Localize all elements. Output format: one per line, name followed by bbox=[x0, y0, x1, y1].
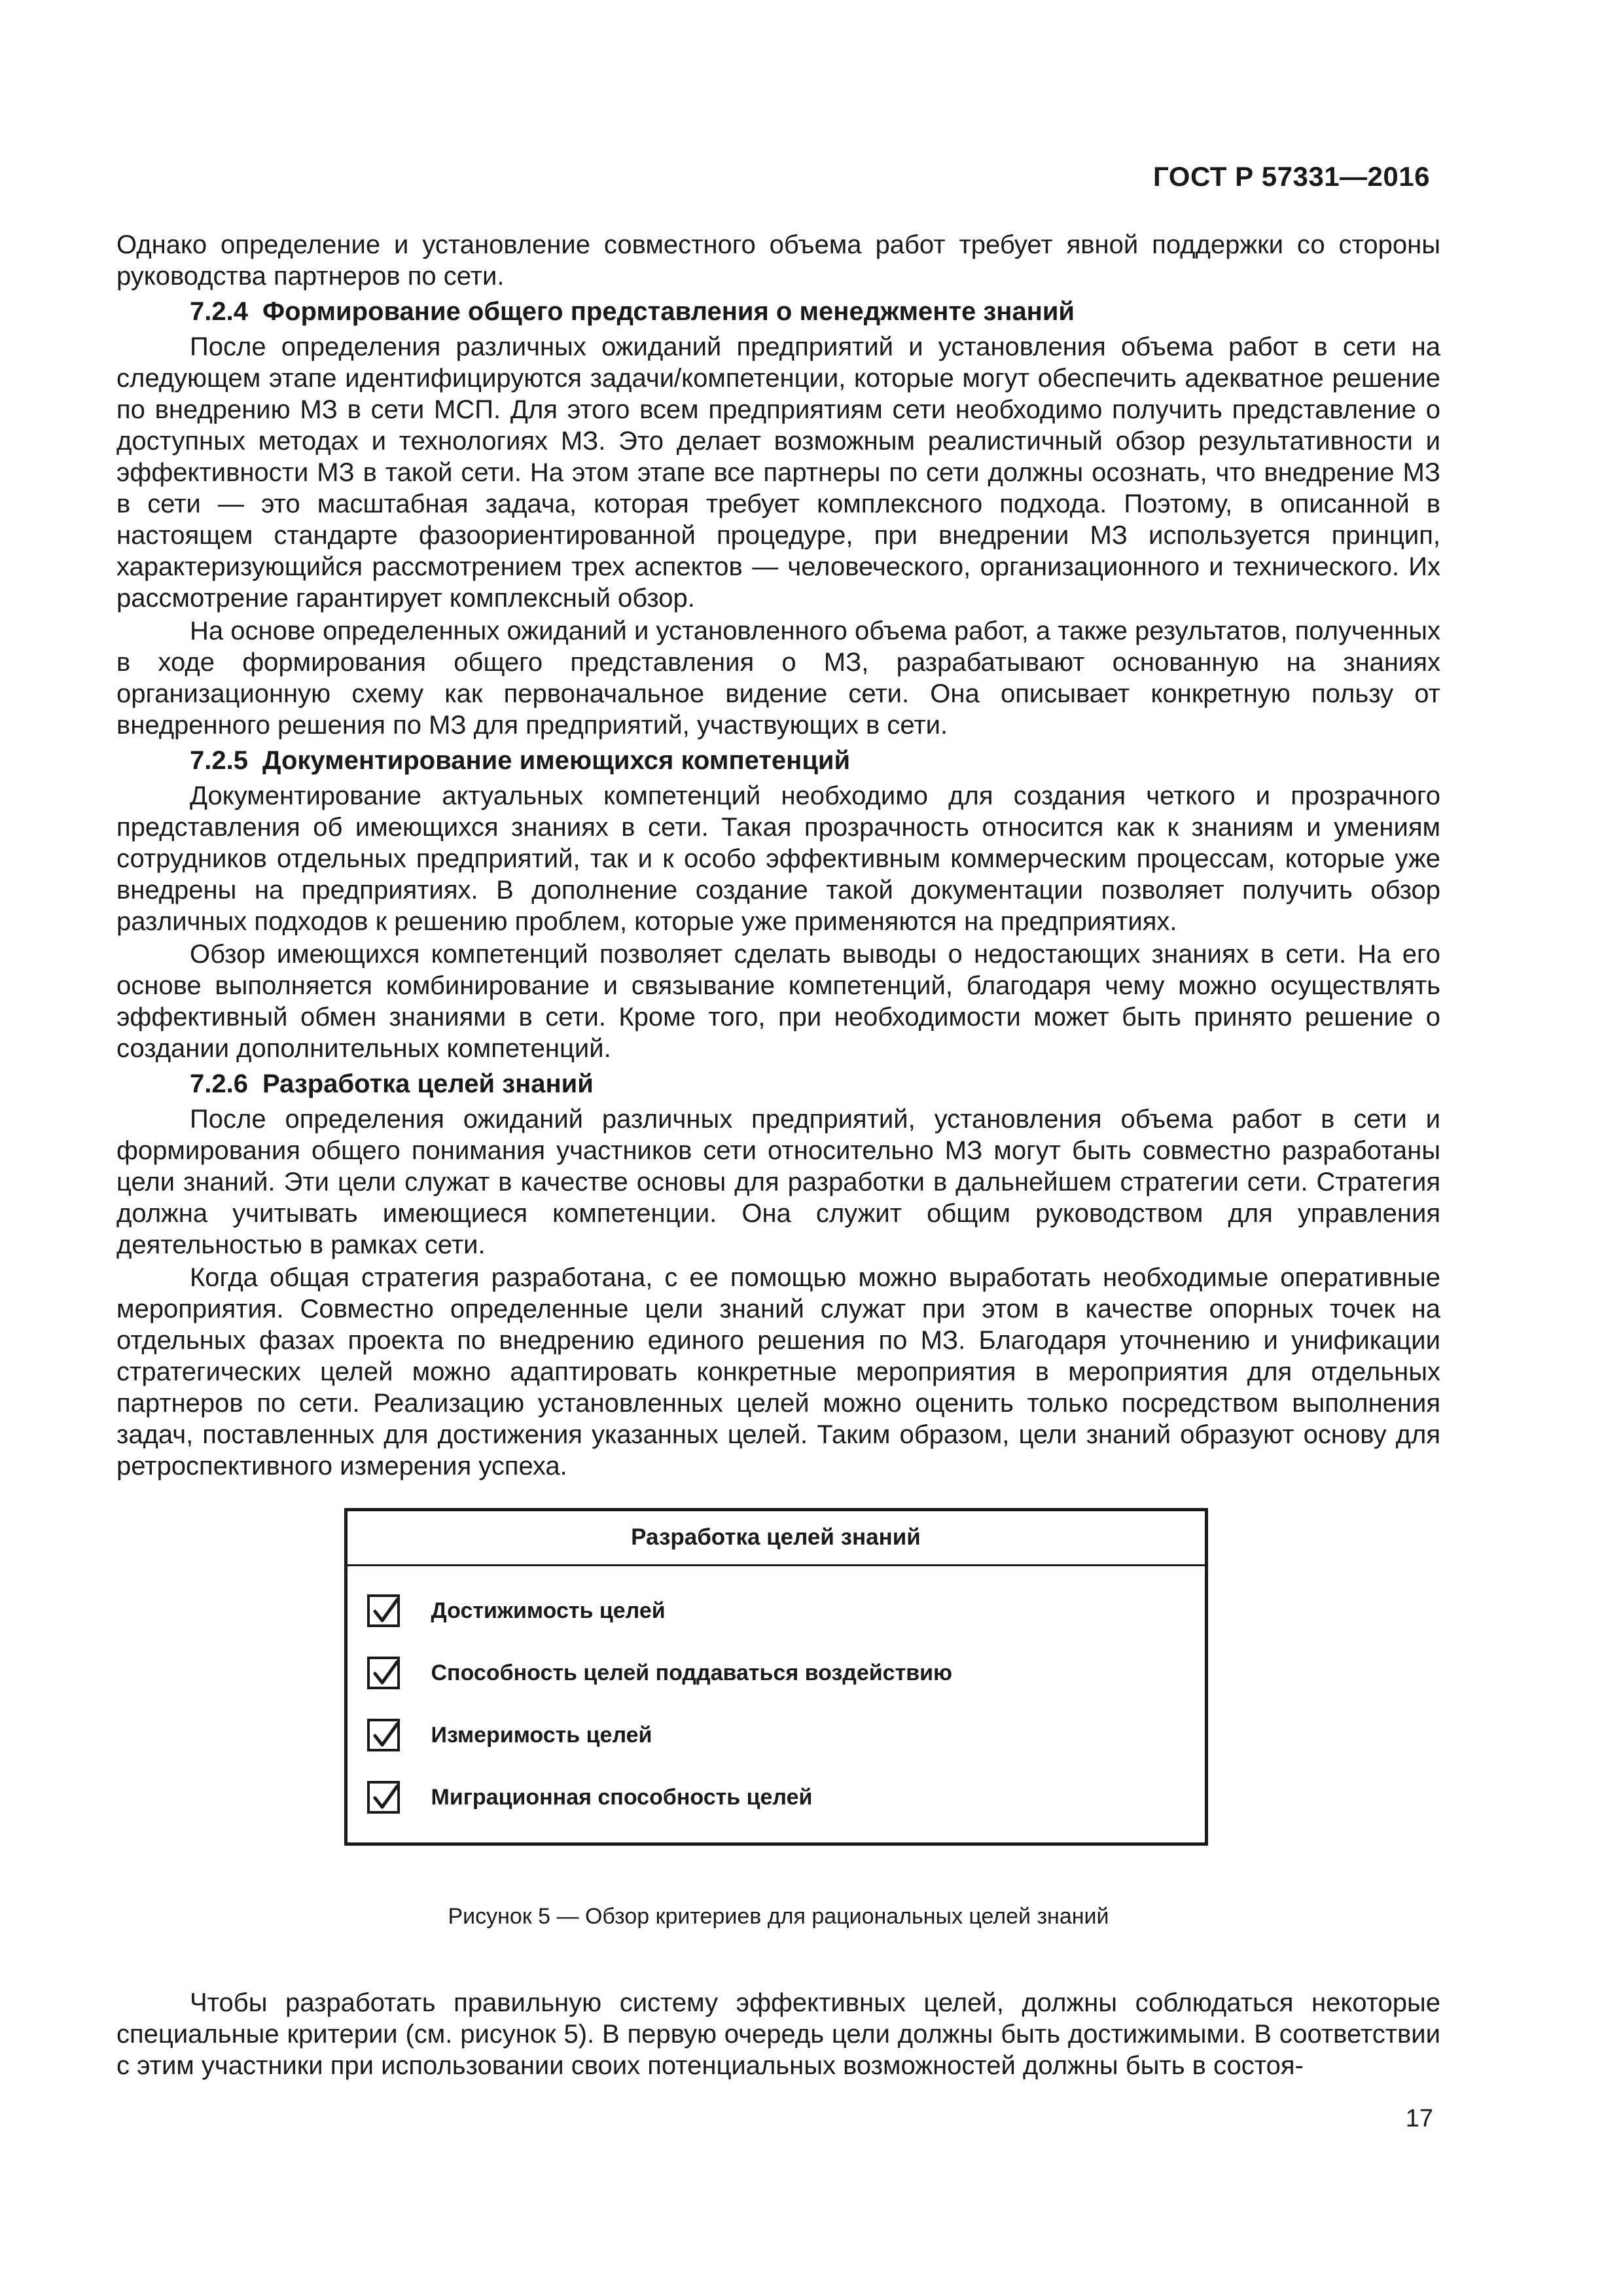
checkbox-checked-icon bbox=[367, 1781, 400, 1814]
paragraph: После определения ожиданий различных предприятий, установления объема работ в сети и формирования общего понимания участников сети относительно МЗ могут быть совместно разработаны цели знаний. Эти цели служат в качестве основы для разработки в дальнейшем стратегии сети. Стратегия должна учитывать имеющиеся компетенции. Она служит общим руководством для управления деятельностью в рамках сети. bbox=[116, 1105, 1440, 1259]
criteria-label: Достижимость целей bbox=[431, 1598, 666, 1623]
checkbox-checked-icon bbox=[367, 1594, 400, 1627]
criteria-label: Миграционная способность целей bbox=[431, 1784, 813, 1810]
section-heading-7-2-5 bbox=[190, 745, 1440, 776]
figure-title: Разработка целей знаний bbox=[348, 1511, 1205, 1566]
section-number: 7.2.4 bbox=[190, 297, 248, 326]
section-title: Формирование общего представления о менеджменте знаний bbox=[262, 297, 1075, 326]
closing-paragraph: Чтобы разработать правильную систему эффективных целей, должны соблюдаться некоторые специальные критерии (см. рисунок 5). В первую очередь цели должны быть достижимыми. В соответствии с этим участники при использовании своих потенциальных возможностей должны быть в состоя- bbox=[116, 1988, 1440, 2080]
criteria-item bbox=[348, 1704, 1205, 1766]
paragraph: На основе определенных ожиданий и установленного объема работ, а также результатов, полученных в ходе формирования общего представления о МЗ, разрабатывают основанную на знаниях организационную схему как первоначальное видение сети. Она описывает конкретную пользу от внедренного решения по МЗ для предприятий, участвующих в сети. bbox=[116, 617, 1440, 740]
section-number: 7.2.6 bbox=[190, 1069, 248, 1098]
criteria-list bbox=[348, 1566, 1205, 1842]
criteria-item bbox=[348, 1579, 1205, 1641]
criteria-item bbox=[348, 1641, 1205, 1704]
paragraph: Документирование актуальных компетенций необходимо для создания четкого и прозрачного представления об имеющихся знаниях в сети. Такая прозрачность относится как к знаниям и умениям сотрудников отдельных предприятий, так и к особо эффективным коммерческим процессам, которые уже внедрены на предприятиях. В дополнение создание такой документации позволяет получить обзор различных подходов к решению проблем, которые уже применяются на предприятиях. bbox=[116, 781, 1440, 936]
criteria-figure bbox=[344, 1508, 1208, 1846]
checkbox-checked-icon bbox=[367, 1719, 400, 1751]
checkbox-checked-icon bbox=[367, 1657, 400, 1689]
paragraph: После определения различных ожиданий предприятий и установления объема работ в сети на следующем этапе идентифицируются задачи/компетенции, которые могут обеспечить адекватное решение по внедрению МЗ в сети МСП. Для этого всем предприятиям сети необходимо получить представление о доступных методах и технологиях МЗ. Это делает возможным реалистичный обзор результативности и эффективности МЗ в такой сети. На этом этапе все партнеры по сети должны осознать, что внедрение МЗ в сети — это масштабная задача, которая требует комплексного подхода. Поэтому, в описанной в настоящем стандарте фазоориентированной процедуре, при внедрении МЗ используется принцип, характеризующийся рассмотрением трех аспектов — человеческого, организационного и технического. Их рассмотрение гарантирует комплексный обзор. bbox=[116, 332, 1440, 613]
intro-paragraph: Однако определение и установление совместного объема работ требует явной поддержки со стороны руководства партнеров по сети. bbox=[116, 230, 1440, 291]
figure-caption: Рисунок 5 — Обзор критериев для рациональных целей знаний bbox=[448, 1904, 1109, 1929]
section-title: Разработка целей знаний bbox=[262, 1069, 594, 1098]
section-heading-7-2-6 bbox=[190, 1068, 1440, 1100]
criteria-label: Способность целей поддаваться воздействию bbox=[431, 1660, 953, 1685]
section-heading-7-2-4 bbox=[190, 296, 1440, 327]
criteria-item bbox=[348, 1766, 1205, 1828]
section-number: 7.2.5 bbox=[190, 746, 248, 775]
page-number: 17 bbox=[1405, 2105, 1433, 2132]
paragraph: Когда общая стратегия разработана, с ее помощью можно выработать необходимые оперативные мероприятия. Совместно определенные цели знаний служат при этом в качестве опорных точек на отдельных фазах проекта по внедрению единого решения по МЗ. Благодаря уточнению и унификации стратегических целей можно адаптировать конкретные мероприятия в мероприятия для отдельных партнеров по сети. Реализацию установленных целей можно оценить только посредством выполнения задач, поставленных для достижения указанных целей. Таким образом, цели знаний образуют основу для ретроспективного измерения успеха. bbox=[116, 1263, 1440, 1480]
section-title: Документирование имеющихся компетенций bbox=[262, 746, 851, 775]
document-header: ГОСТ Р 57331—2016 bbox=[1153, 161, 1430, 192]
criteria-label: Измеримость целей bbox=[431, 1722, 652, 1748]
page-content bbox=[116, 229, 1440, 2083]
paragraph: Обзор имеющихся компетенций позволяет сделать выводы о недостающих знаниях в сети. На его основе выполняется комбинирование и связывание компетенций, благодаря чему можно осуществлять эффективный обмен знаниями в сети. Кроме того, при необходимости может быть принято решение о создании дополнительных компетенций. bbox=[116, 940, 1440, 1063]
